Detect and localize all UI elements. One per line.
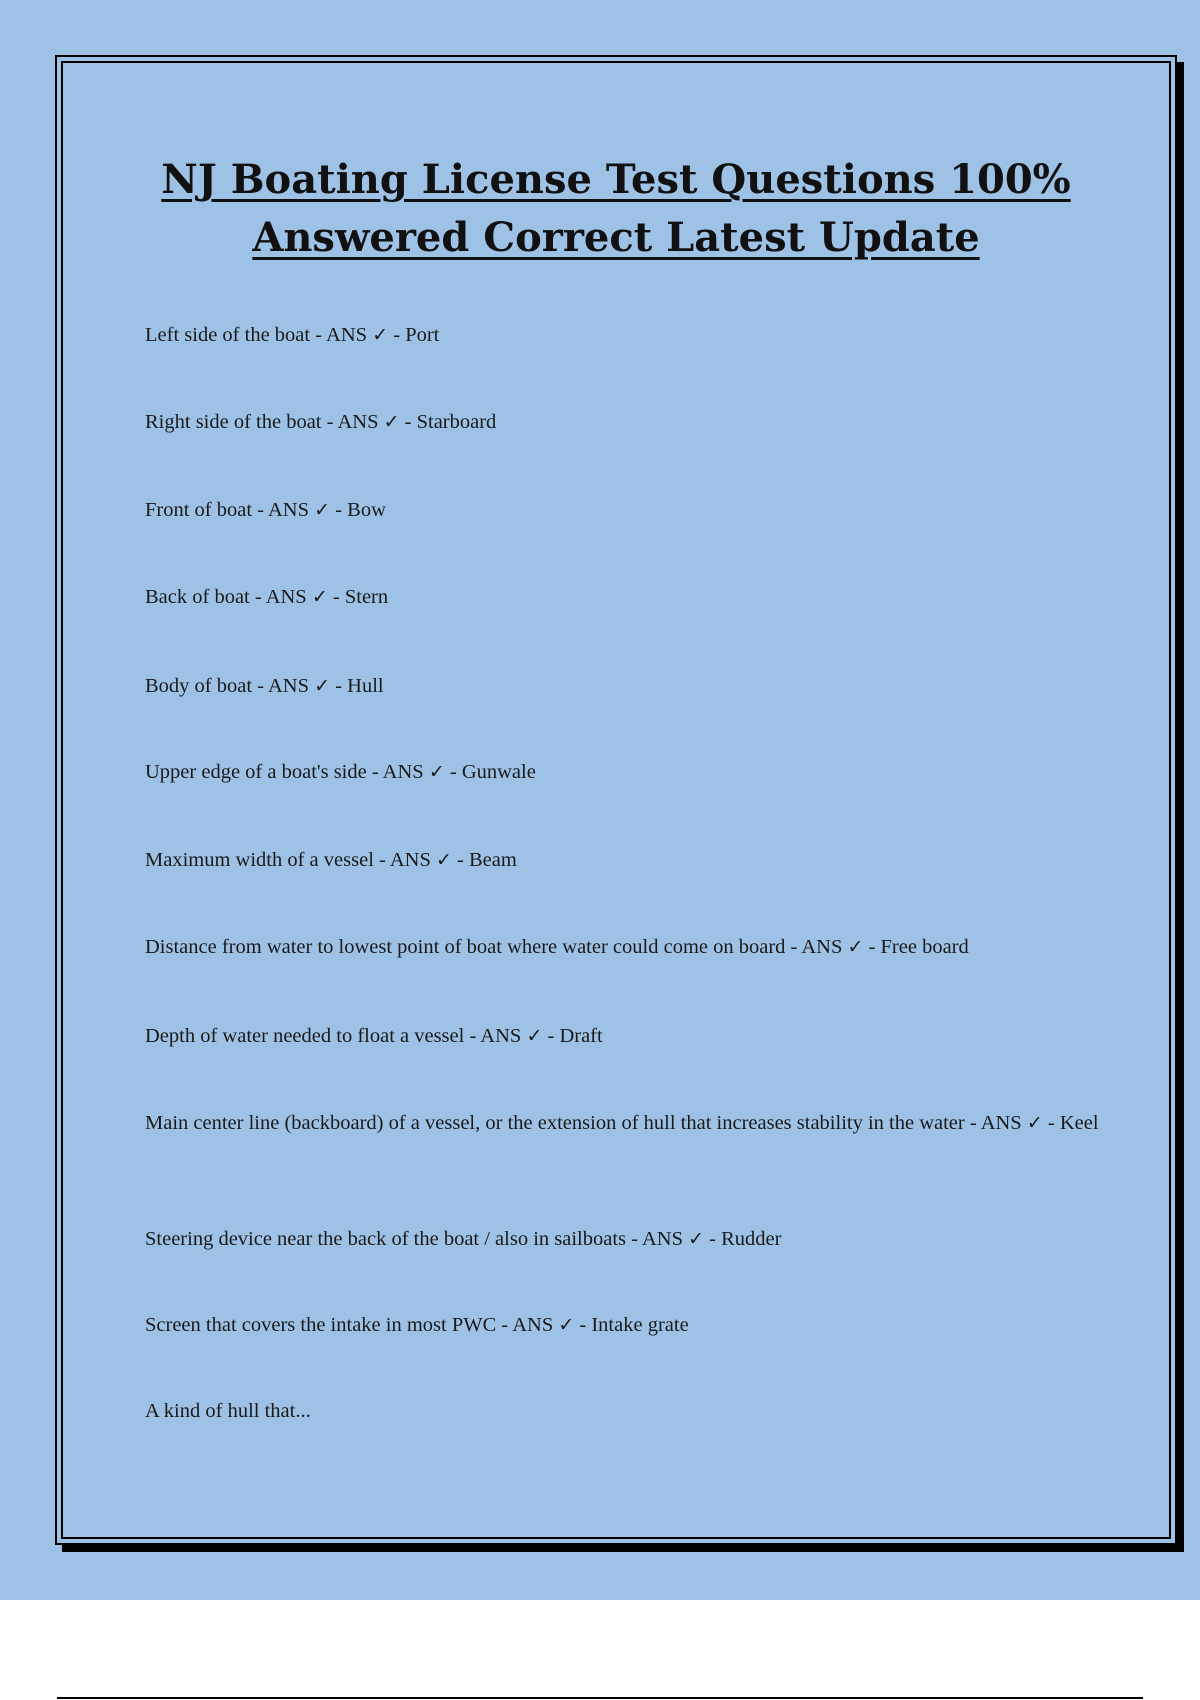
checkmark-icon: ✓ <box>558 1314 575 1336</box>
checkmark-icon: ✓ <box>688 1228 705 1250</box>
answer-text: Bow <box>347 499 386 521</box>
page-footer-rule <box>57 1697 1143 1699</box>
answer-text: Hull <box>347 675 384 697</box>
qa-item: Steering device near the back of the boat / also in sailboats - ANS ✓ - Rudder <box>145 1228 782 1250</box>
document-frame <box>55 55 1177 1545</box>
question-text: Front of boat <box>145 499 253 521</box>
checkmark-icon: ✓ <box>314 675 331 697</box>
qa-item: Screen that covers the intake in most PWC - ANS ✓ - Intake grate <box>145 1314 689 1336</box>
answer-text: Port <box>405 324 440 346</box>
qa-item: Right side of the boat - ANS ✓ - Starboard <box>145 411 497 433</box>
answer-marker: ANS <box>641 1228 683 1250</box>
question-text: Upper edge of a boat's side <box>145 761 367 783</box>
question-text: Right side of the boat <box>145 411 322 433</box>
answer-marker: ANS <box>337 411 379 433</box>
title-line-2: Answered Correct Latest Update <box>252 214 980 261</box>
qa-item: Distance from water to lowest point of boat where water could come on board - ANS ✓ - Free board <box>145 936 969 958</box>
qa-item: Depth of water needed to float a vessel - ANS ✓ - Draft <box>145 1025 603 1047</box>
question-text: Steering device near the back of the boat / also in sailboats <box>145 1228 627 1250</box>
answer-marker: ANS <box>326 324 368 346</box>
checkmark-icon: ✓ <box>847 936 864 958</box>
answer-text: Gunwale <box>461 761 536 783</box>
question-text: Screen that covers the intake in most PWC <box>145 1314 497 1336</box>
checkmark-icon: ✓ <box>428 761 445 783</box>
answer-marker: ANS <box>268 499 310 521</box>
answer-marker: ANS <box>389 849 431 871</box>
question-text: Depth of water needed to float a vessel <box>145 1025 465 1047</box>
answer-text: Starboard <box>416 411 497 433</box>
answer-text: Draft <box>559 1025 603 1047</box>
answer-marker: ANS <box>980 1112 1022 1134</box>
answer-text: Intake grate <box>591 1314 689 1336</box>
checkmark-icon: ✓ <box>314 499 331 521</box>
question-text: Main center line (backboard) of a vessel, or the extension of hull that increases stability in the water <box>145 1112 965 1134</box>
qa-item: Left side of the boat - ANS ✓ - Port <box>145 324 440 346</box>
qa-item: Body of boat - ANS ✓ - Hull <box>145 675 384 697</box>
checkmark-icon: ✓ <box>526 1025 543 1047</box>
question-text: Back of boat <box>145 586 250 608</box>
question-text: Left side of the boat <box>145 324 311 346</box>
qa-item: Maximum width of a vessel - ANS ✓ - Beam <box>145 849 517 871</box>
checkmark-icon: ✓ <box>372 324 389 346</box>
answer-text: Stern <box>344 586 389 608</box>
answer-marker: ANS <box>265 586 307 608</box>
checkmark-icon: ✓ <box>1026 1112 1043 1134</box>
checkmark-icon: ✓ <box>435 849 452 871</box>
answer-text: Rudder <box>721 1228 782 1250</box>
qa-item: Upper edge of a boat's side - ANS ✓ - Gunwale <box>145 761 536 783</box>
answer-marker: ANS <box>382 761 424 783</box>
answer-marker: ANS <box>801 936 843 958</box>
checkmark-icon: ✓ <box>383 411 400 433</box>
answer-marker: ANS <box>480 1025 522 1047</box>
qa-item: Front of boat - ANS ✓ - Bow <box>145 499 386 521</box>
question-text: Body of boat <box>145 675 253 697</box>
answer-marker: ANS <box>268 675 310 697</box>
title-line-1: NJ Boating License Test Questions 100% <box>161 156 1071 203</box>
answer-text: Free board <box>880 936 969 958</box>
truncated-question: A kind of hull that... <box>145 1400 311 1422</box>
answer-text: Beam <box>468 849 517 871</box>
qa-item: Back of boat - ANS ✓ - Stern <box>145 586 389 608</box>
question-text: Distance from water to lowest point of boat where water could come on board <box>145 936 786 958</box>
question-text: Maximum width of a vessel <box>145 849 374 871</box>
checkmark-icon: ✓ <box>311 586 328 608</box>
document-title <box>57 151 1175 267</box>
qa-item: Main center line (backboard) of a vessel, or the extension of hull that increases stability in the water - ANS ✓ - Keel <box>145 1112 1099 1134</box>
answer-text: Keel <box>1059 1112 1099 1134</box>
answer-marker: ANS <box>512 1314 554 1336</box>
